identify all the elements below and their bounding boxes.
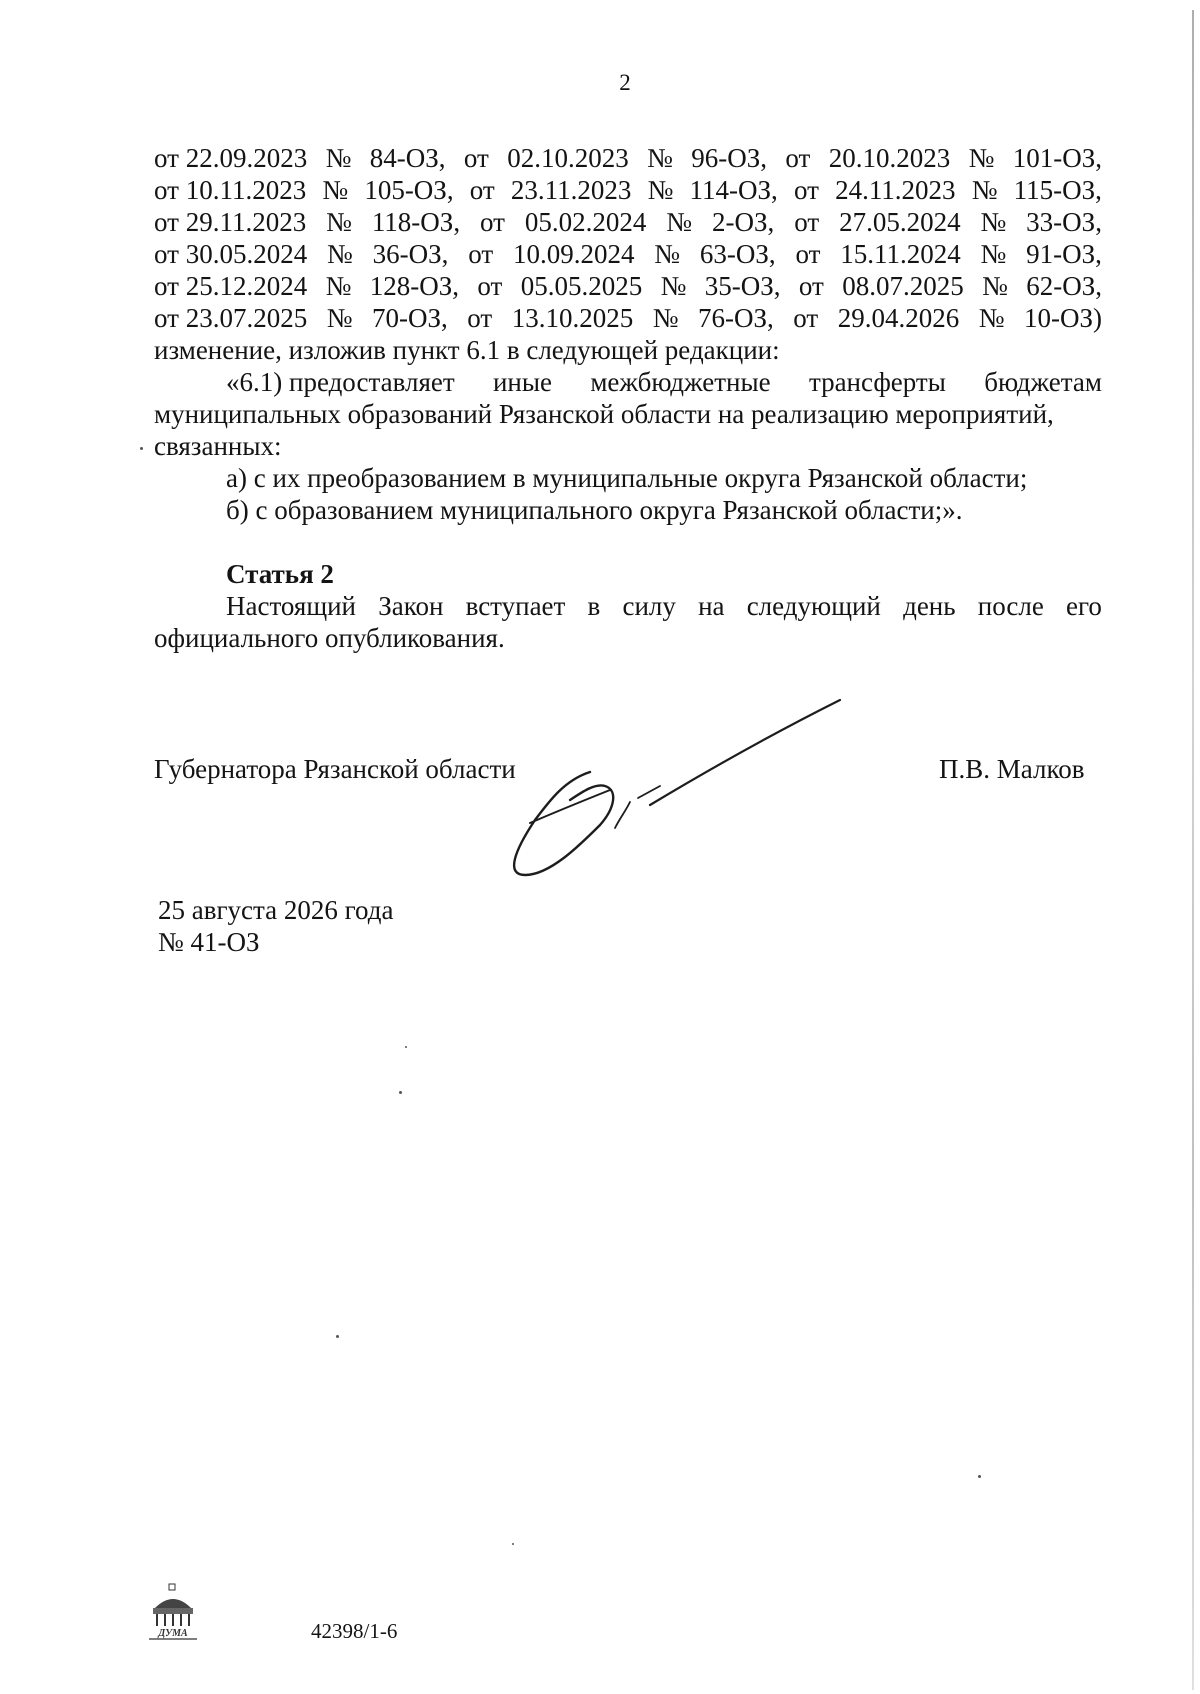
amendment-word: 20.10.2023 xyxy=(828,143,951,173)
amendment-word: 62-ОЗ, xyxy=(1026,271,1102,301)
amendment-word: от 22.09.2023 xyxy=(154,143,308,173)
word: трансферты xyxy=(808,367,946,397)
amendment-word: № xyxy=(980,207,1007,237)
signatory-title: Губернатора Рязанской области xyxy=(154,754,516,784)
amendment-word: 02.10.2023 xyxy=(507,143,629,173)
amendment-word: от xyxy=(795,239,821,269)
word: вступает xyxy=(465,591,566,621)
scan-speck xyxy=(336,1335,339,1338)
article-2-line-1 xyxy=(226,590,1102,622)
amendment-word: № xyxy=(325,143,352,173)
amendment-word: № xyxy=(322,175,349,205)
word: после xyxy=(977,591,1044,621)
amendment-word: от xyxy=(469,175,495,205)
amendment-word: от xyxy=(477,271,503,301)
amendment-word: от xyxy=(463,143,489,173)
amendment-word: № xyxy=(968,143,995,173)
document-code: 42398/1-6 xyxy=(311,1619,398,1643)
amendment-word: 105-ОЗ, xyxy=(364,175,454,205)
amendment-word: от xyxy=(785,143,811,173)
amendment-word: № xyxy=(654,239,681,269)
amendment-word: 35-ОЗ, xyxy=(704,271,781,301)
amendment-word: от xyxy=(794,207,820,237)
amendment-word: от 30.05.2024 xyxy=(154,239,308,269)
amendment-word: 05.02.2024 xyxy=(524,207,647,237)
amendment-line xyxy=(154,238,1102,270)
amendment-word: 05.05.2025 xyxy=(520,271,643,301)
amendment-word: от 10.11.2023 xyxy=(154,175,307,205)
item-b: б) с образованием муниципального округа Рязанской области;». xyxy=(226,495,963,525)
amendment-word: 2-ОЗ, xyxy=(711,207,775,237)
amendment-word: № xyxy=(980,239,1007,269)
amendment-word: 33-ОЗ, xyxy=(1026,207,1102,237)
amendment-word: 29.04.2026 xyxy=(837,303,960,333)
amendment-word: 91-ОЗ, xyxy=(1026,239,1102,269)
amendment-word: от xyxy=(793,303,819,333)
amendment-word: от xyxy=(467,303,493,333)
amendment-word: от xyxy=(480,207,505,237)
word: «6.1) предоставляет xyxy=(226,367,455,397)
amendment-word: 128-ОЗ, xyxy=(369,271,459,301)
scan-speck xyxy=(140,447,143,450)
amendment-line xyxy=(154,270,1102,302)
word: межбюджетные xyxy=(590,367,771,397)
amendment-word: № xyxy=(971,175,998,205)
law-date: 25 августа 2026 года xyxy=(158,895,394,925)
amendment-word: № xyxy=(982,271,1008,301)
amendment-word: № xyxy=(647,143,673,173)
amendment-word: № xyxy=(978,303,1005,333)
amendment-word: от xyxy=(793,175,819,205)
amendment-word: 63-ОЗ, xyxy=(699,239,776,269)
amendment-word: 08.07.2025 xyxy=(842,271,964,301)
amendment-word: 10.09.2024 xyxy=(512,239,635,269)
amendment-word: 76-ОЗ, xyxy=(697,303,774,333)
scan-edge-line xyxy=(1192,10,1194,1690)
amendment-word: 24.11.2023 xyxy=(835,175,956,205)
clause-line-2: муниципальных образований Рязанской области на реализацию мероприятий, xyxy=(154,399,1054,429)
scan-speck xyxy=(978,1475,981,1478)
clause-line-1 xyxy=(226,366,1102,398)
signatory-name: П.В. Малков xyxy=(939,754,1085,784)
amendment-word: от 23.07.2025 xyxy=(154,303,308,333)
word: день xyxy=(903,591,956,621)
amendment-line xyxy=(154,302,1102,334)
amendment-word: № xyxy=(660,271,687,301)
change-intro: изменение, изложив пункт 6.1 в следующей редакции: xyxy=(154,335,780,365)
amendment-word: 96-ОЗ, xyxy=(691,143,767,173)
word: в xyxy=(587,591,601,621)
word: Закон xyxy=(378,591,444,621)
word: на xyxy=(698,591,725,621)
amendment-word: от xyxy=(798,271,824,301)
word: силу xyxy=(622,591,676,621)
amendment-word: № xyxy=(652,303,679,333)
amendment-word: 70-ОЗ, xyxy=(371,303,448,333)
amendment-word: 118-ОЗ, xyxy=(371,207,461,237)
word: его xyxy=(1066,591,1102,621)
amendment-word: 115-ОЗ, xyxy=(1013,175,1102,205)
page-number: 2 xyxy=(619,70,631,95)
amendment-word: 23.11.2023 xyxy=(510,175,632,205)
amendment-word: от xyxy=(468,239,494,269)
amendment-word: от 25.12.2024 xyxy=(154,271,308,301)
amendment-word: 101-ОЗ, xyxy=(1012,143,1102,173)
amendment-word: 10-ОЗ) xyxy=(1023,303,1102,333)
scan-speck xyxy=(399,1091,402,1094)
law-number: № 41-ОЗ xyxy=(158,927,260,957)
amendment-line xyxy=(154,206,1102,238)
amendment-line xyxy=(154,142,1102,174)
amendment-word: 15.11.2024 xyxy=(840,239,961,269)
clause-line-3: связанных: xyxy=(154,431,282,461)
scan-speck xyxy=(512,1543,514,1545)
article-2-heading: Статья 2 xyxy=(226,559,334,589)
svg-text:ДУМА: ДУМА xyxy=(158,1628,188,1639)
item-a: а) с их преобразованием в муниципальные округа Рязанской области; xyxy=(226,463,1028,493)
amendment-word: 27.05.2024 xyxy=(839,207,961,237)
amendment-word: от 29.11.2023 xyxy=(154,207,307,237)
amendment-word: № xyxy=(326,303,353,333)
handwritten-signature xyxy=(510,690,850,900)
amendment-line xyxy=(154,174,1102,206)
amendment-word: 114-ОЗ, xyxy=(689,175,778,205)
word: бюджетам xyxy=(984,367,1102,397)
amendment-word: № xyxy=(327,239,353,269)
amendment-word: 84-ОЗ, xyxy=(369,143,446,173)
amendment-word: № xyxy=(647,175,674,205)
scan-speck xyxy=(405,1046,407,1048)
word: следующий xyxy=(746,591,881,621)
duma-emblem-icon xyxy=(143,1582,203,1644)
amendment-word: 36-ОЗ, xyxy=(372,239,449,269)
amendment-word: 13.10.2025 xyxy=(511,303,634,333)
amendment-word: № xyxy=(325,271,352,301)
amendment-word: № xyxy=(326,207,352,237)
article-2-line-2: официального опубликования. xyxy=(154,623,505,653)
word: иные xyxy=(492,367,552,397)
amendment-word: № xyxy=(666,207,693,237)
word: Настоящий xyxy=(226,591,357,621)
